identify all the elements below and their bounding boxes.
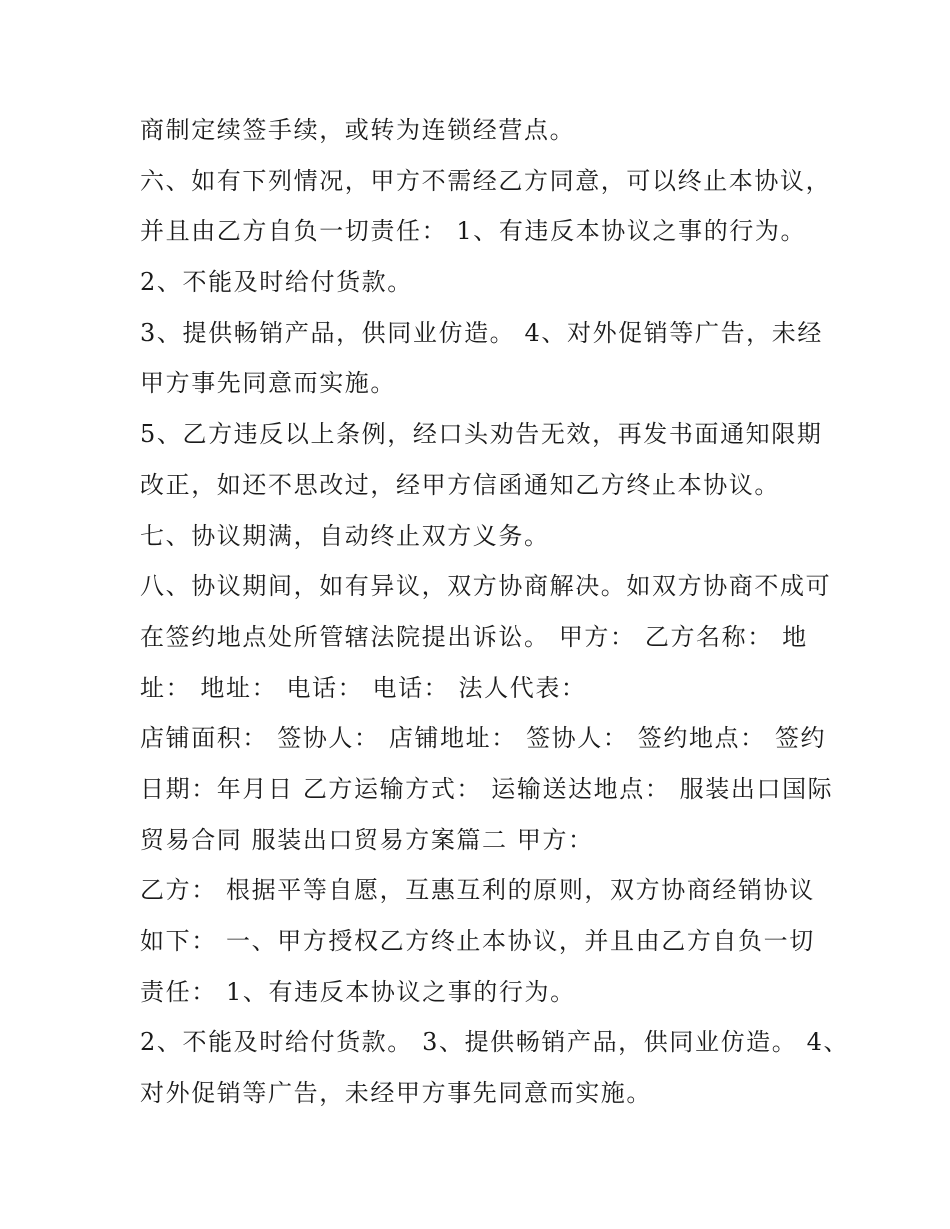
text-line: 责任： 1、有违反本协议之事的行为。 xyxy=(140,977,576,1006)
text-line: 改正，如还不思改过，经甲方信函通知乙方终止本协议。 xyxy=(140,470,780,499)
text-line: 贸易合同 服装出口贸易方案篇二 甲方： xyxy=(140,825,594,854)
text-line: 并且由乙方自负一切责任： 1、有违反本协议之事的行为。 xyxy=(140,217,807,246)
text-line: 日期：年月日 乙方运输方式： 运输送达地点： 服装出口国际 xyxy=(140,774,834,803)
text-line: 对外促销等广告，未经甲方事先同意而实施。 xyxy=(140,1079,652,1108)
text-line: 2、不能及时给付货款。 xyxy=(140,268,413,297)
text-line: 5、乙方违反以上条例，经口头劝告无效，再发书面通知限期 xyxy=(140,420,823,449)
text-line: 八、协议期间，如有异议，双方协商解决。如双方协商不成可 xyxy=(140,572,832,601)
text-line: 乙方： 根据平等自愿，互惠互利的原则，双方协商经销协议 xyxy=(140,876,815,905)
document-body xyxy=(140,105,850,1119)
text-line: 2、不能及时给付货款。 3、提供畅销产品，供同业仿造。 4、 xyxy=(140,1028,850,1057)
text-line: 店铺面积： 签协人： 店铺地址： 签协人： 签约地点： 签约 xyxy=(140,724,827,753)
text-line: 六、如有下列情况，甲方不需经乙方同意，可以终止本协议， xyxy=(140,166,832,195)
text-line: 在签约地点处所管辖法院提出诉讼。 甲方： 乙方名称： 地 xyxy=(140,622,808,651)
text-line: 3、提供畅销产品，供同业仿造。 4、对外促销等广告，未经 xyxy=(140,318,823,347)
text-line: 如下： 一、甲方授权乙方终止本协议，并且由乙方自负一切 xyxy=(140,927,815,955)
text-line: 商制定续签手续，或转为连锁经营点。 xyxy=(140,116,576,144)
text-line: 址： 地址： 电话： 电话： 法人代表： xyxy=(140,673,587,702)
text-line: 甲方事先同意而实施。 xyxy=(140,369,396,398)
text-line: 七、协议期满，自动终止双方义务。 xyxy=(140,521,550,550)
